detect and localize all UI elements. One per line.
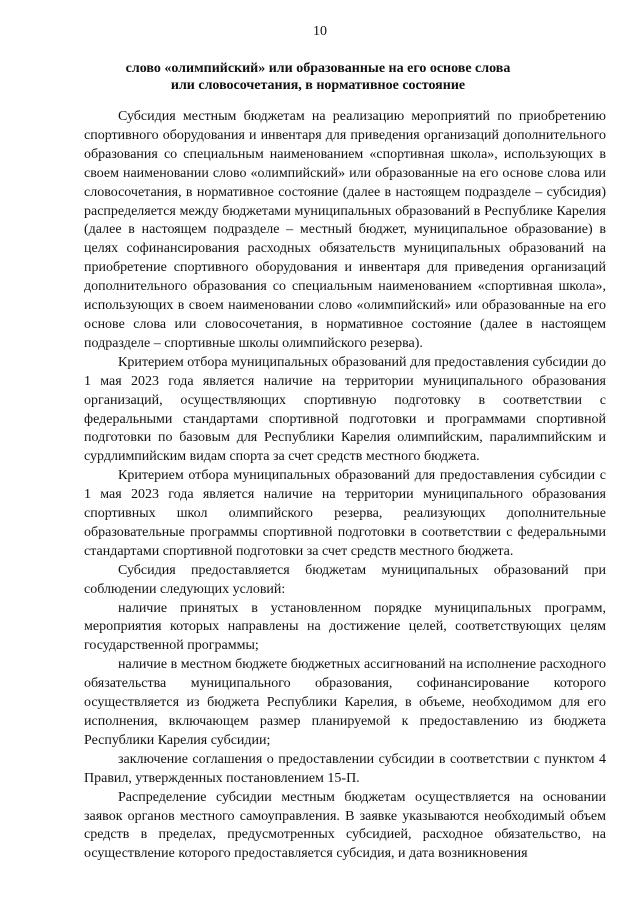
section-heading	[84, 60, 552, 94]
paragraph-distribution: Распределение субсидии местным бюджетам осуществляется на основании заявок органов местного самоуправления. В заявке указываются необходимый объем средств в пределах, предусмотренных субсидией, расходное обязательство, на осуществление которого предоставляется субсидия, и дата возникновения	[84, 789, 606, 862]
paragraph-condition-agreement: заключение соглашения о предоставлении субсидии в соответствии с пунктом 4 Правил, утвержденных постановлением 15-П.	[84, 751, 606, 786]
paragraph-condition-budget: наличие в местном бюджете бюджетных ассигнований на исполнение расходного обязательства муниципального образования, софинансирование которого осуществляется из бюджета Республики Карелия, в объеме, необходимом для его исполнения, включающем размер планируемой к предоставлению из бюджета Республики Карелия субсидии;	[84, 657, 606, 748]
paragraph-criterion-after-may: Критерием отбора муниципальных образований для предоставления субсидии с 1 мая 2023 года является наличие на территории муниципального образования спортивных школ олимпийского резерва, реализующих дополнительные образовательные программы спортивной подготовки в соответствии с федеральными стандартами спортивной подготовки за счет средств местного бюджета.	[84, 468, 606, 559]
paragraph-subsidy-purpose: Субсидия местным бюджетам на реализацию мероприятий по приобретению спортивного оборудования и инвентаря для приведения организаций дополнительного образования со специальным наименованием «спортивная школа», использующих в своем наименовании слово «олимпийский» или образованные на его основе слова или словосочетания, в нормативное состояние (далее в настоящем подразделе – субсидия) распределяется между бюджетами муниципальных образований в Республике Карелия (далее в настоящем подразделе – местный бюджет, муниципальное образование) в целях софинансирования расходных обязательств муниципальных образований на приобретение спортивного оборудования и инвентаря для приведения организаций дополнительного образования со специальным наименованием «спортивная школа», использующих в своем наименовании слово «олимпийский» или образованные на его основе слова или словосочетания, в нормативное состояние (далее в настоящем подразделе – спортивные школы олимпийского резерва).	[84, 109, 606, 351]
section-heading-line-2: или словосочетания, в нормативное состояние	[170, 78, 466, 93]
page-number: 10	[313, 24, 327, 39]
paragraph-conditions-intro: Субсидия предоставляется бюджетам муниципальных образований при соблюдении следующих условий:	[84, 562, 606, 597]
paragraph-criterion-before-may: Критерием отбора муниципальных образований для предоставления субсидии до 1 мая 2023 года является наличие на территории муниципального образования организаций, осуществляющих спортивную подготовку в соответствии с федеральными стандартами спортивной подготовки и программами спортивной подготовки по базовым для Республики Карелия олимпийским, паралимпийским и сурдлимпийским видам спорта за счет средств местного бюджета.	[84, 354, 606, 465]
body-text	[84, 108, 606, 864]
paragraph-condition-programs: наличие принятых в установленном порядке муниципальных программ, мероприятия которых направлены на достижение целей, соответствующих целям государственной программы;	[84, 600, 606, 654]
section-heading-line-1: слово «олимпийский» или образованные на его основе слова	[125, 61, 511, 76]
